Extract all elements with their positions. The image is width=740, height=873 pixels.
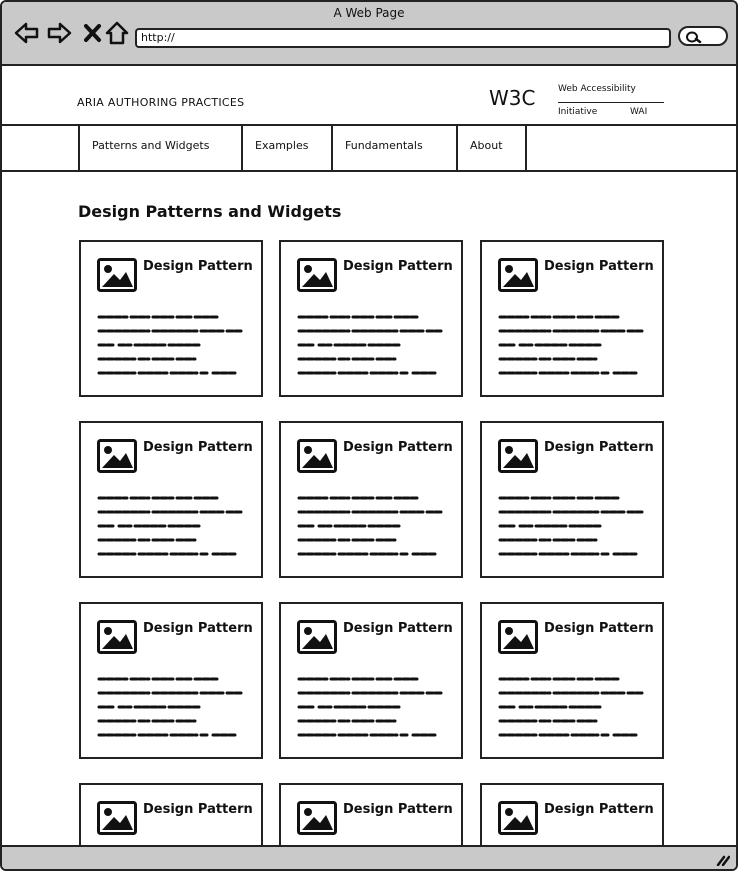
- scribble-text: [498, 493, 648, 563]
- design-pattern-card[interactable]: [79, 602, 263, 759]
- image-icon: [498, 620, 538, 654]
- design-pattern-card[interactable]: [480, 421, 664, 578]
- image-icon: [498, 801, 538, 835]
- page-heading: Design Patterns and Widgets: [78, 202, 342, 221]
- address-bar[interactable]: http://: [135, 28, 671, 48]
- image-icon: [97, 801, 137, 835]
- image-icon: [97, 620, 137, 654]
- search-icon: [684, 30, 702, 44]
- image-icon: [297, 258, 337, 292]
- nav-item-fundamentals[interactable]: Fundamentals: [333, 126, 458, 170]
- image-icon: [97, 439, 137, 473]
- main-nav: [2, 126, 736, 172]
- home-icon[interactable]: [104, 20, 130, 46]
- wai-divider: [558, 102, 664, 103]
- nav-item-about[interactable]: About: [458, 126, 527, 170]
- design-pattern-card[interactable]: [279, 240, 463, 397]
- image-icon: [97, 258, 137, 292]
- design-pattern-card[interactable]: [79, 421, 263, 578]
- card-title: Design Pattern: [343, 440, 453, 455]
- resize-grip-icon[interactable]: [716, 854, 730, 866]
- card-title: Design Pattern: [343, 621, 453, 636]
- wai-label-abbr: WAI: [630, 107, 648, 117]
- scribble-text: [498, 312, 648, 382]
- window-title: A Web Page: [333, 6, 405, 20]
- forward-arrow-icon[interactable]: [46, 20, 72, 46]
- nav-item-examples[interactable]: Examples: [243, 126, 333, 170]
- wai-label-initiative: Initiative: [558, 107, 598, 117]
- card-title: Design Pattern: [143, 621, 253, 636]
- design-pattern-card[interactable]: [279, 421, 463, 578]
- card-title: Design Pattern: [544, 259, 654, 274]
- image-icon: [498, 258, 538, 292]
- card-title: Design Pattern: [544, 802, 654, 817]
- back-arrow-icon[interactable]: [14, 20, 40, 46]
- design-pattern-card[interactable]: [480, 240, 664, 397]
- image-icon: [498, 439, 538, 473]
- design-pattern-card[interactable]: [79, 240, 263, 397]
- wai-label-top: Web Accessibility: [558, 84, 636, 94]
- scribble-text: [97, 312, 247, 382]
- card-title: Design Pattern: [544, 621, 654, 636]
- card-title: Design Pattern: [143, 440, 253, 455]
- design-pattern-card[interactable]: [480, 602, 664, 759]
- card-title: Design Pattern: [343, 802, 453, 817]
- stop-x-icon[interactable]: [80, 20, 106, 46]
- scribble-text: [297, 493, 447, 563]
- card-title: Design Pattern: [544, 440, 654, 455]
- scribble-text: [297, 674, 447, 744]
- nav-item-patterns-widgets[interactable]: Patterns and Widgets: [78, 126, 243, 170]
- scribble-text: [498, 674, 648, 744]
- site-title[interactable]: ARIA AUTHORING PRACTICES: [77, 96, 245, 109]
- image-icon: [297, 801, 337, 835]
- image-icon: [297, 439, 337, 473]
- image-icon: [297, 620, 337, 654]
- design-pattern-card[interactable]: [279, 602, 463, 759]
- status-bar: [2, 845, 736, 869]
- w3c-logo[interactable]: W3C: [489, 86, 536, 110]
- scribble-text: [297, 312, 447, 382]
- card-title: Design Pattern: [343, 259, 453, 274]
- card-title: Design Pattern: [143, 802, 253, 817]
- scribble-text: [97, 674, 247, 744]
- site-header: [2, 64, 736, 126]
- browser-toolbar: [2, 2, 736, 66]
- search-field[interactable]: [678, 26, 728, 46]
- scribble-text: [97, 493, 247, 563]
- card-title: Design Pattern: [143, 259, 253, 274]
